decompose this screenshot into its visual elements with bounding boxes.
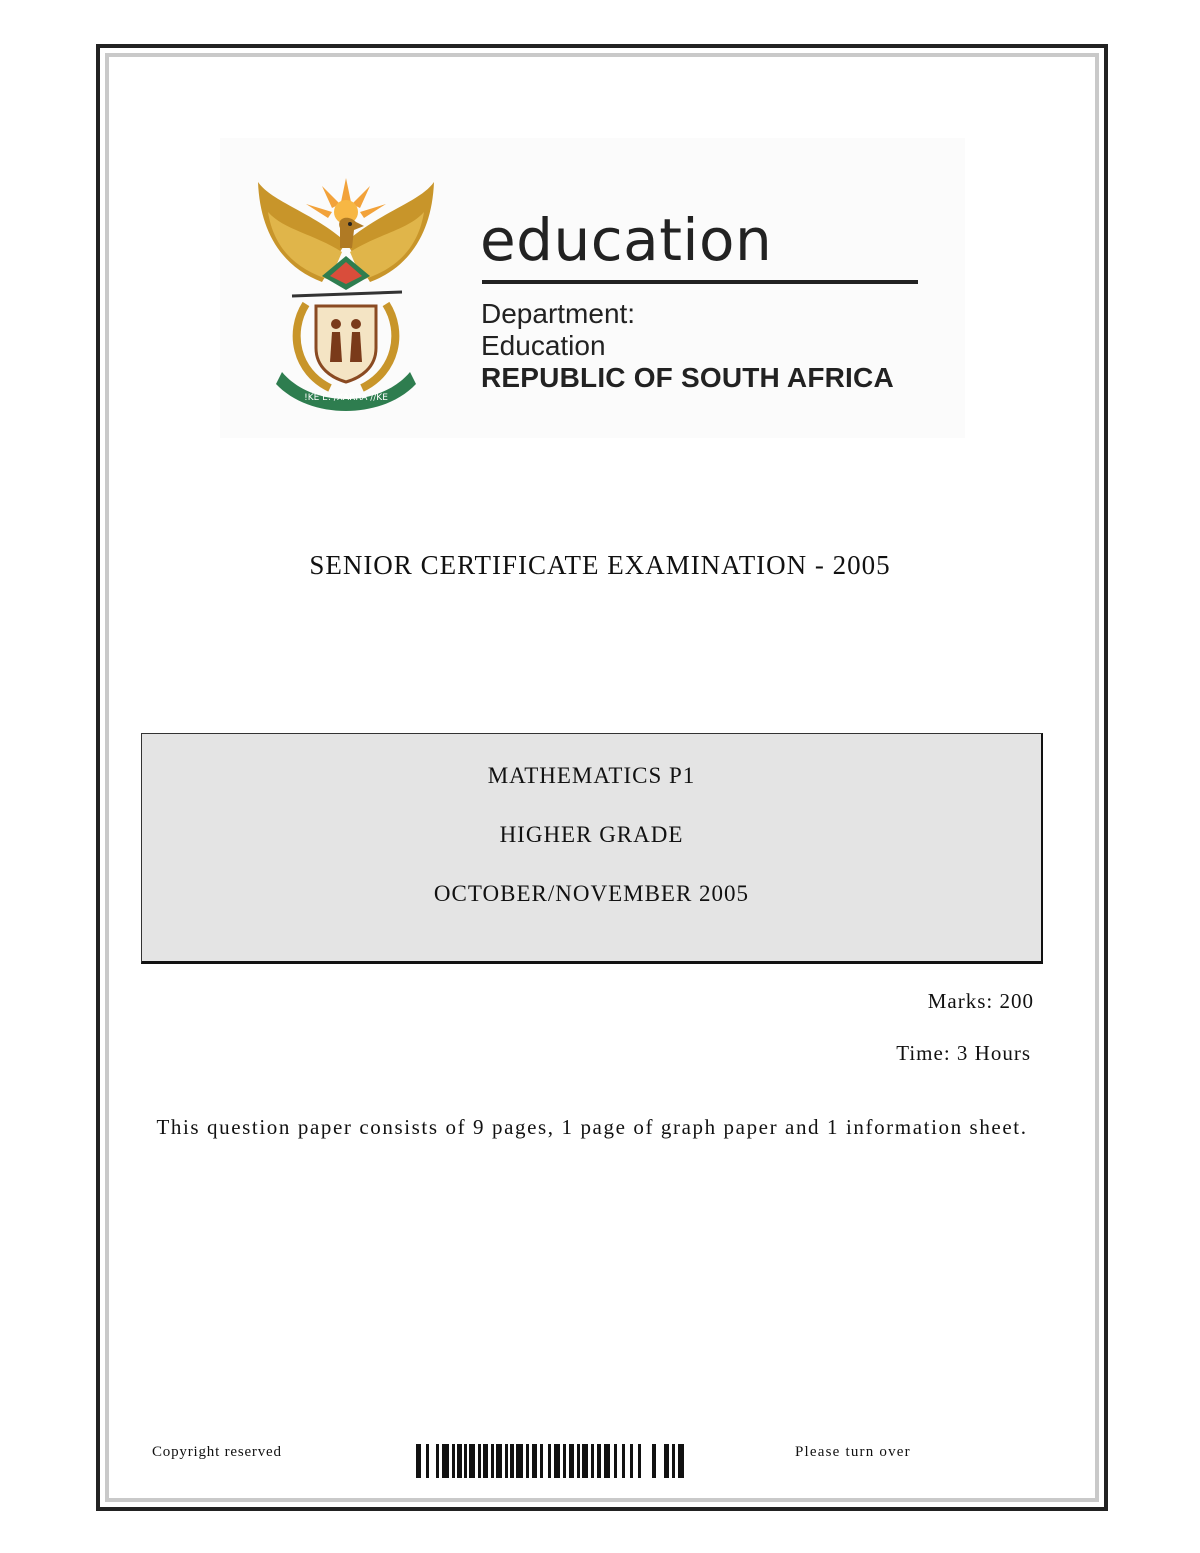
south-africa-coat-of-arms-icon [252, 172, 440, 412]
wordmark-rule [482, 280, 918, 284]
department-label: Department: [481, 298, 636, 329]
department-name: Education [481, 330, 606, 361]
crest-motto: !KE E: /XARRA //KE [304, 393, 388, 403]
exam-session: OCTOBER/NOVEMBER 2005 [433, 881, 750, 906]
exam-duration: Time: 3 Hours [896, 1041, 1031, 1065]
education-wordmark: education [480, 206, 773, 274]
subject-name: MATHEMATICS P1 [487, 763, 696, 788]
subject-box [141, 733, 1043, 964]
country-name: REPUBLIC OF SOUTH AFRICA [481, 362, 894, 393]
page-count-note: This question paper consists of 9 pages, 1 page of graph paper and 1 information sheet. [156, 1115, 1028, 1139]
turn-over-notice: Please turn over [795, 1444, 911, 1460]
exam-title: SENIOR CERTIFICATE EXAMINATION - 2005 [309, 550, 891, 580]
barcode-icon [416, 1444, 688, 1478]
total-marks: Marks: 200 [927, 989, 1034, 1013]
copyright-notice: Copyright reserved [152, 1444, 282, 1460]
grade-level: HIGHER GRADE [499, 822, 684, 847]
